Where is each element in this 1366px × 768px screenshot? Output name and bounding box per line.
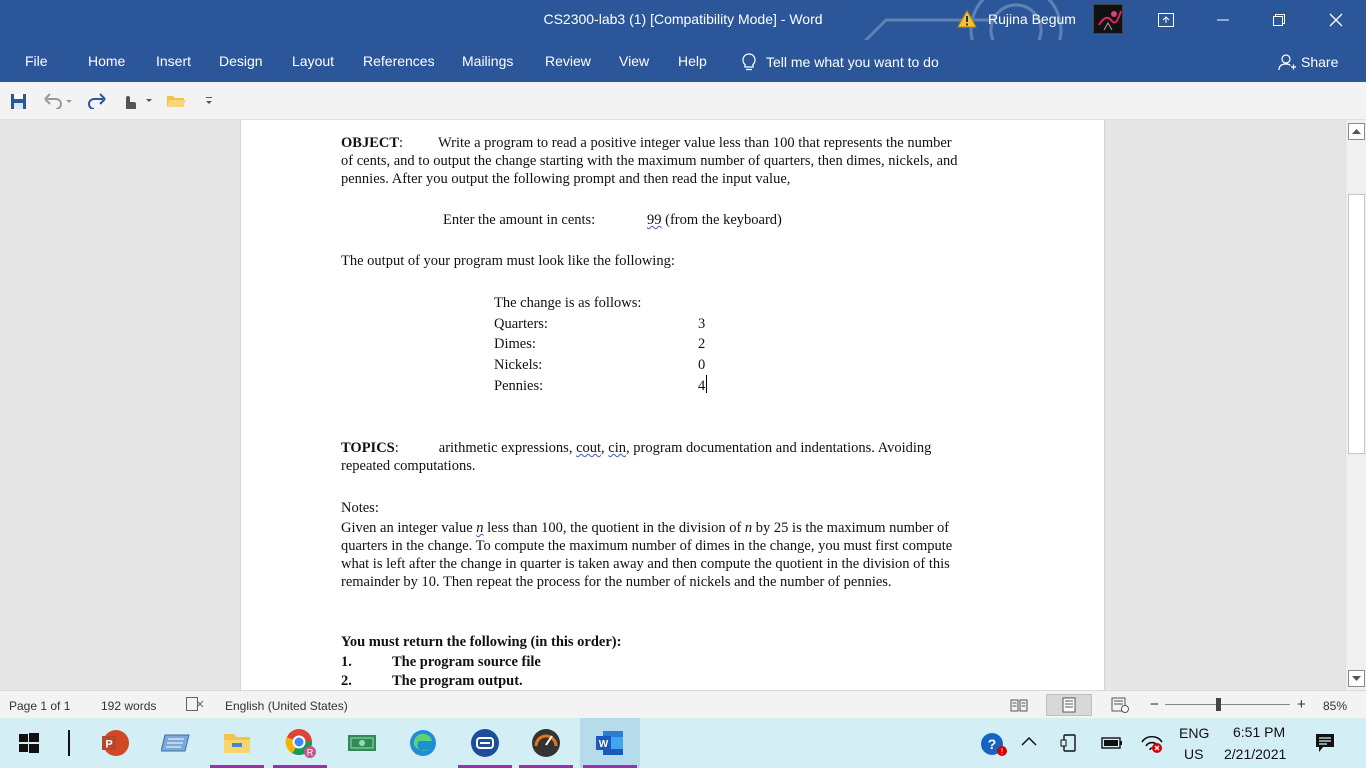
- proofing-button[interactable]: [186, 697, 204, 714]
- topics-text-a: arithmetic expressions,: [438, 440, 577, 456]
- word-icon: [595, 729, 625, 757]
- tab-insert[interactable]: Insert: [156, 53, 192, 69]
- taskbar-chrome[interactable]: [270, 718, 330, 768]
- tab-file[interactable]: File: [25, 53, 48, 69]
- svg-text:?: ?: [987, 736, 997, 752]
- notifications-icon: [1314, 732, 1336, 754]
- taskbar-money-app[interactable]: [332, 718, 392, 768]
- print-layout-button[interactable]: [1046, 694, 1092, 716]
- clock-date[interactable]: 2/21/2021: [1224, 746, 1287, 762]
- print-layout-icon: [1061, 697, 1077, 713]
- minimize-button[interactable]: [1200, 0, 1246, 40]
- vertical-scrollbar[interactable]: [1345, 120, 1366, 690]
- share-button[interactable]: [1278, 53, 1338, 71]
- title-bar: [0, 0, 1366, 40]
- tab-view[interactable]: View: [619, 53, 650, 69]
- chevron-down-icon: [1352, 676, 1361, 681]
- zoom-level[interactable]: 85%: [1323, 699, 1348, 713]
- taskbar-file-explorer[interactable]: [207, 718, 267, 768]
- close-button[interactable]: [1313, 0, 1359, 40]
- document-canvas: [0, 120, 1345, 690]
- lightbulb-icon: [740, 52, 758, 72]
- page-count[interactable]: Page 1 of 1: [9, 699, 71, 713]
- customize-qat-icon: [205, 96, 213, 106]
- share-label: Share: [1301, 54, 1339, 70]
- ribbon-display-icon: [1158, 13, 1174, 27]
- document-title: CS2300-lab3 (1) [Compatibility Mode] - Word: [543, 11, 823, 27]
- return-item-2-num: 2.: [341, 673, 352, 689]
- prompt-label: Enter the amount in cents:: [443, 212, 596, 228]
- start-button[interactable]: [0, 718, 58, 768]
- svg-text:W: W: [598, 739, 609, 750]
- ribbon-display-options-button[interactable]: [1143, 0, 1189, 40]
- scroll-thumb[interactable]: [1348, 194, 1365, 454]
- edge-icon: [408, 728, 438, 758]
- notes-paragraph: [341, 519, 1011, 591]
- warning-icon[interactable]: [957, 10, 977, 28]
- nickels-label: Nickels:: [494, 357, 543, 373]
- input-language-line-2[interactable]: US: [1184, 746, 1204, 762]
- help-tray-button[interactable]: [980, 731, 1008, 762]
- tab-review[interactable]: Review: [545, 53, 591, 69]
- topics-line-2: repeated computations.: [341, 458, 476, 474]
- speedtest-icon: [531, 728, 561, 758]
- undo-button[interactable]: [44, 91, 72, 111]
- return-item-1-text: The program source file: [392, 654, 541, 670]
- taskbar-edge[interactable]: [393, 718, 453, 768]
- redo-button[interactable]: [88, 91, 106, 111]
- quarters-label: Quarters:: [494, 316, 548, 332]
- network-status[interactable]: [1140, 732, 1164, 759]
- restore-icon: [1273, 14, 1285, 26]
- zoom-slider-thumb[interactable]: [1216, 698, 1221, 711]
- topics-label: TOPICS: [341, 440, 395, 456]
- prompt-value: 99: [647, 212, 662, 228]
- language-status[interactable]: English (United States): [225, 699, 348, 713]
- svg-text:P: P: [105, 738, 113, 751]
- save-button[interactable]: [10, 91, 27, 111]
- prompt-example: [647, 211, 947, 229]
- money-app-icon: [347, 733, 377, 753]
- dimes-label: Dimes:: [494, 336, 536, 352]
- tab-help[interactable]: Help: [678, 53, 707, 69]
- topics-comma: ,: [601, 440, 609, 456]
- topics-cout: cout: [576, 440, 602, 456]
- notes-label: Notes:: [341, 500, 379, 516]
- touch-mode-icon: [120, 92, 154, 110]
- file-explorer-icon: [222, 731, 252, 755]
- pennies-value: 4: [698, 378, 706, 394]
- ribbon-tabs: [0, 40, 1366, 82]
- input-language-line-1[interactable]: ENG: [1179, 725, 1210, 741]
- topics-text-b: , program documentation and indentations. Avoiding: [626, 440, 932, 456]
- object-line-1: Write a program to read a positive integer value less than 100 that represents the number: [438, 135, 952, 151]
- return-item-1-num: 1.: [341, 654, 352, 670]
- taskbar-app-2[interactable]: [455, 718, 515, 768]
- tab-mailings[interactable]: Mailings: [462, 53, 514, 69]
- powerpoint-icon: [99, 728, 129, 758]
- notes-line-4: remainder by 10. Then repeat the process for the number of nickels and the number of pennies.: [341, 574, 892, 590]
- tab-design[interactable]: Design: [219, 53, 263, 69]
- tray-device-button[interactable]: [1060, 733, 1080, 758]
- notifications-button[interactable]: [1314, 732, 1336, 759]
- chevron-up-icon: [1020, 734, 1038, 748]
- notes-n-2: n: [744, 520, 753, 536]
- notes-line-1c: by 25 is the maximum number of: [752, 520, 950, 536]
- tab-references[interactable]: References: [363, 53, 435, 69]
- open-button[interactable]: [166, 91, 186, 111]
- tab-home[interactable]: Home: [88, 53, 126, 69]
- clock-time[interactable]: 6:51 PM: [1233, 724, 1286, 740]
- zoom-out-button[interactable]: −: [1150, 696, 1159, 713]
- topics-colon: :: [394, 440, 399, 456]
- zoom-slider-track[interactable]: [1165, 704, 1290, 705]
- object-line-3: pennies. After you output the following prompt and then read the input value,: [341, 171, 791, 187]
- network-disconnected-icon: [1140, 732, 1164, 754]
- close-icon: [1329, 13, 1343, 27]
- taskbar-word[interactable]: [580, 718, 640, 768]
- quick-access-toolbar: [0, 82, 1366, 120]
- scroll-down-button[interactable]: [1348, 670, 1365, 687]
- chevron-up-icon: [1352, 129, 1361, 134]
- tell-me-search[interactable]: [740, 52, 939, 72]
- taskbar-speedtest[interactable]: [516, 718, 576, 768]
- read-mode-icon: [1010, 698, 1028, 712]
- word-count[interactable]: 192 words: [101, 699, 157, 713]
- task-view-divider: [68, 730, 70, 756]
- quarters-value: 3: [698, 316, 706, 332]
- share-person-icon: [1278, 53, 1296, 71]
- dimes-value: 2: [698, 336, 706, 352]
- taskbar-app-1[interactable]: [146, 718, 206, 768]
- prompt-note: (from the keyboard): [661, 212, 782, 228]
- taskbar-powerpoint[interactable]: [84, 718, 144, 768]
- tab-layout[interactable]: Layout: [292, 53, 335, 69]
- undo-icon: [44, 93, 72, 109]
- web-layout-icon: [1111, 697, 1129, 713]
- zoom-in-button[interactable]: +: [1297, 696, 1306, 713]
- app-icon: [161, 731, 191, 755]
- customize-qat-button[interactable]: [205, 91, 213, 111]
- pennies-label: Pennies:: [494, 378, 544, 394]
- minimize-icon: [1217, 19, 1229, 21]
- redo-icon: [88, 93, 106, 109]
- user-name[interactable]: Rujina Begum: [988, 11, 1076, 27]
- app-icon: [470, 728, 500, 758]
- scroll-up-button[interactable]: [1348, 123, 1365, 140]
- return-item-2-text: The program output.: [392, 673, 523, 689]
- text-cursor: [706, 375, 707, 393]
- notes-line-2: quarters in the change. To compute the maximum number of dimes in the change, you must first compute: [341, 538, 953, 554]
- notes-line-1a: Given an integer value: [341, 520, 477, 536]
- open-folder-icon: [166, 93, 186, 109]
- nickels-value: 0: [698, 357, 706, 373]
- topics-cin: cin: [608, 440, 627, 456]
- document-page[interactable]: [240, 120, 1105, 690]
- notes-n-1: n: [476, 520, 484, 536]
- web-layout-button[interactable]: [1104, 694, 1136, 716]
- windows-taskbar: [0, 718, 1366, 768]
- object-label: OBJECT: [341, 135, 400, 151]
- svg-text:R: R: [306, 747, 314, 758]
- object-line-2: of cents, and to output the change starting with the maximum number of quarters, then dimes, nickels, and: [341, 153, 958, 169]
- save-icon: [10, 93, 27, 110]
- output-intro: The output of your program must look like the following:: [341, 253, 675, 269]
- notes-line-3: what is left after the change in quarter is taken away and then compute the quotient in the division of this: [341, 556, 950, 572]
- tell-me-label: Tell me what you want to do: [766, 54, 939, 70]
- object-paragraph: [341, 134, 1011, 188]
- object-colon: :: [399, 135, 404, 151]
- battery-icon: [1100, 735, 1124, 751]
- topics-paragraph: [341, 439, 1011, 475]
- return-header: You must return the following (in this order):: [341, 634, 622, 650]
- read-mode-button[interactable]: [1003, 694, 1035, 716]
- user-avatar[interactable]: [1093, 4, 1123, 34]
- show-hidden-icons-button[interactable]: [1020, 734, 1038, 753]
- status-bar: [0, 690, 1366, 718]
- device-icon: [1060, 733, 1080, 753]
- restore-button[interactable]: [1256, 0, 1302, 40]
- notes-line-1b: less than 100, the quotient in the division of: [483, 520, 745, 536]
- change-header: The change is as follows:: [494, 295, 642, 311]
- proofing-icon: [186, 697, 204, 711]
- touch-mode-button[interactable]: [120, 91, 154, 111]
- svg-text:!: !: [1000, 747, 1004, 756]
- help-question-icon: [980, 731, 1008, 757]
- chrome-icon: [284, 727, 316, 759]
- battery-status[interactable]: [1100, 735, 1124, 756]
- windows-start-icon: [19, 733, 39, 753]
